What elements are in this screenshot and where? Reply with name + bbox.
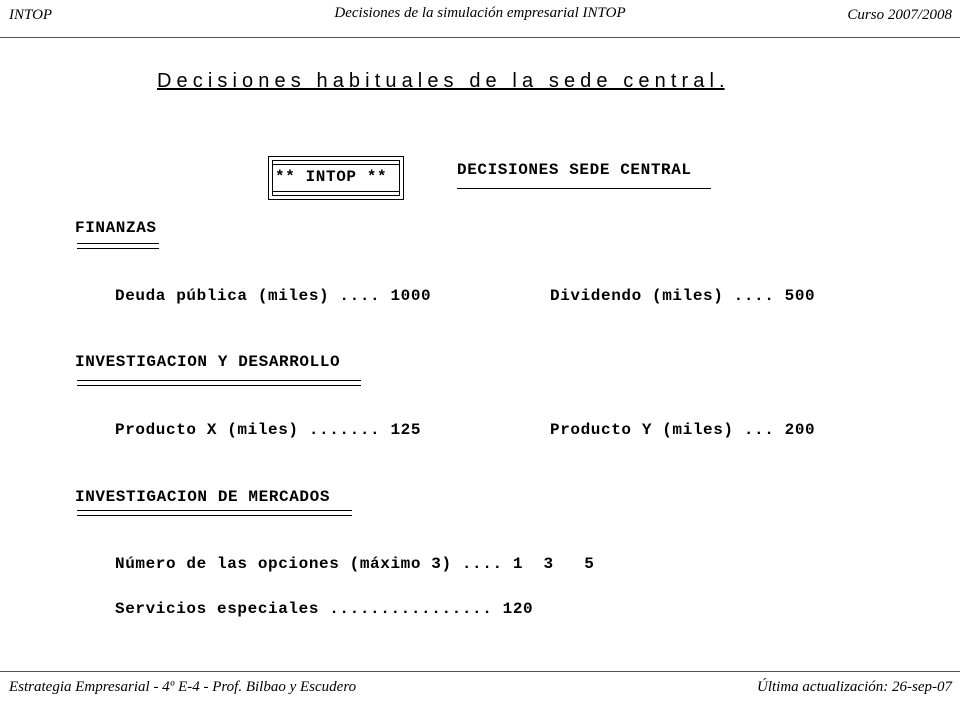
slide-title-text: Decisiones habituales de la sede central xyxy=(157,70,719,92)
id-heading: INVESTIGACION Y DESARROLLO xyxy=(75,353,341,371)
header-center: Decisiones de la simulación empresarial INTOP xyxy=(334,5,626,21)
mercados-heading: INVESTIGACION DE MERCADOS xyxy=(75,488,331,506)
mercados-underline xyxy=(77,510,352,516)
finanzas-underline xyxy=(77,243,159,249)
slide-title-period: . xyxy=(719,70,725,92)
id-underline xyxy=(77,380,361,386)
mercados-line-2: Servicios especiales ................ 120 xyxy=(115,600,534,618)
header-right: Curso 2007/2008 xyxy=(847,7,952,23)
header-divider xyxy=(0,37,960,38)
mercados-line-1: Número de las opciones (máximo 3) .... 1 3 5 xyxy=(115,555,595,573)
form-title: DECISIONES SEDE CENTRAL xyxy=(457,161,692,179)
id-line-left: Producto X (miles) ....... 125 xyxy=(115,421,422,439)
form-title-underline xyxy=(457,188,711,189)
footer-left: Estrategia Empresarial - 4º E-4 - Prof. Bilbao y Escudero xyxy=(9,679,357,695)
id-line-right: Producto Y (miles) ... 200 xyxy=(550,421,816,439)
finanzas-heading: FINANZAS xyxy=(75,219,157,237)
footer-divider xyxy=(0,671,960,672)
finanzas-line-left: Deuda pública (miles) .... 1000 xyxy=(115,287,432,305)
footer-right: Última actualización: 26-sep-07 xyxy=(757,679,952,695)
slide-title xyxy=(157,70,725,93)
finanzas-line-right: Dividendo (miles) .... 500 xyxy=(550,287,816,305)
header-left: INTOP xyxy=(9,7,53,23)
box-label: ** INTOP ** xyxy=(275,168,388,186)
